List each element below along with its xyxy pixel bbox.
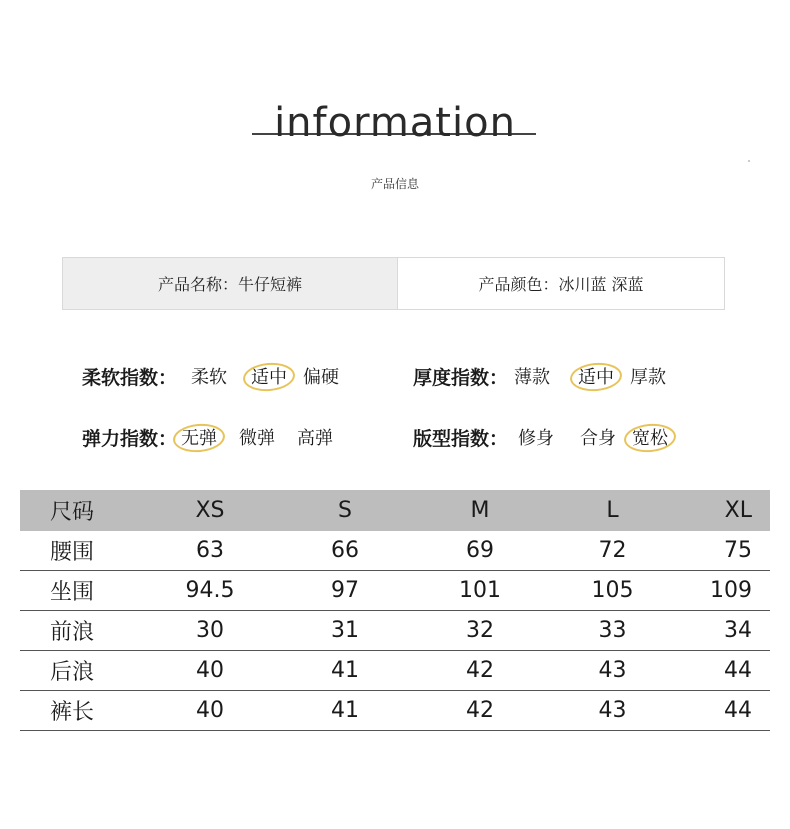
table-cell: 33 [545,611,680,651]
fit-option-1: 修身 [518,428,555,449]
elasticity-option-3: 高弹 [297,428,334,449]
table-cell: 32 [415,611,545,651]
size-header-cell: M [415,490,545,531]
size-header-cell: L [545,490,680,531]
fit-index-row [413,422,668,452]
row-label: 后浪 [20,651,145,691]
table-cell: 30 [145,611,275,651]
table-cell: 43 [545,691,680,731]
size-header-cell: XS [145,490,275,531]
table-cell: 43 [545,651,680,691]
softness-index-label: 柔软指数： [82,366,178,389]
table-cell: 44 [680,691,770,731]
table-cell: 40 [145,691,275,731]
fit-option-3-selected: 宽松 [632,424,668,450]
table-cell: 40 [145,651,275,691]
elasticity-option-1-selected: 无弹 [181,424,217,450]
table-cell: 72 [545,531,680,571]
table-cell: 42 [415,651,545,691]
table-cell: 44 [680,651,770,691]
table-cell: 105 [545,571,680,611]
table-cell: 31 [275,611,415,651]
thickness-option-2-selected: 适中 [578,363,614,389]
table-cell: 34 [680,611,770,651]
size-table-header-row [20,490,770,531]
table-row [20,571,770,611]
fit-option-2: 合身 [580,428,617,449]
thickness-option-1: 薄款 [514,367,551,388]
elasticity-index-row [82,422,333,452]
table-row [20,651,770,691]
fit-index-label: 版型指数： [413,427,509,450]
table-cell: 94.5 [145,571,275,611]
thickness-option-3: 厚款 [630,367,667,388]
table-cell: 66 [275,531,415,571]
product-color: 产品颜色：冰川蓝 深蓝 [398,258,724,309]
table-row [20,531,770,571]
table-cell: 101 [415,571,545,611]
table-cell: 69 [415,531,545,571]
table-cell: 41 [275,651,415,691]
decorative-speck [748,160,750,162]
table-cell: 97 [275,571,415,611]
title-block [0,100,790,160]
product-name: 产品名称：牛仔短裤 [63,258,398,309]
table-row [20,691,770,731]
row-label: 坐围 [20,571,145,611]
table-cell: 42 [415,691,545,731]
elasticity-index-label: 弹力指数： [82,427,178,450]
softness-option-3: 偏硬 [303,367,340,388]
row-label: 裤长 [20,691,145,731]
page-title: information [274,100,516,146]
size-header-cell: XL [680,490,770,531]
product-info-box [62,257,725,310]
row-label: 前浪 [20,611,145,651]
table-cell: 109 [680,571,770,611]
table-row [20,611,770,651]
size-header-cell: S [275,490,415,531]
softness-index-row [82,361,339,391]
elasticity-option-2: 微弹 [239,428,276,449]
softness-option-2-selected: 适中 [251,363,287,389]
size-header-cell: 尺码 [20,490,145,531]
row-label: 腰围 [20,531,145,571]
thickness-index-row [413,361,666,391]
softness-option-1: 柔软 [191,367,228,388]
table-cell: 63 [145,531,275,571]
page-subtitle: 产品信息 [370,177,419,191]
thickness-index-label: 厚度指数： [413,366,509,389]
size-chart-table [20,490,770,731]
table-cell: 75 [680,531,770,571]
table-cell: 41 [275,691,415,731]
